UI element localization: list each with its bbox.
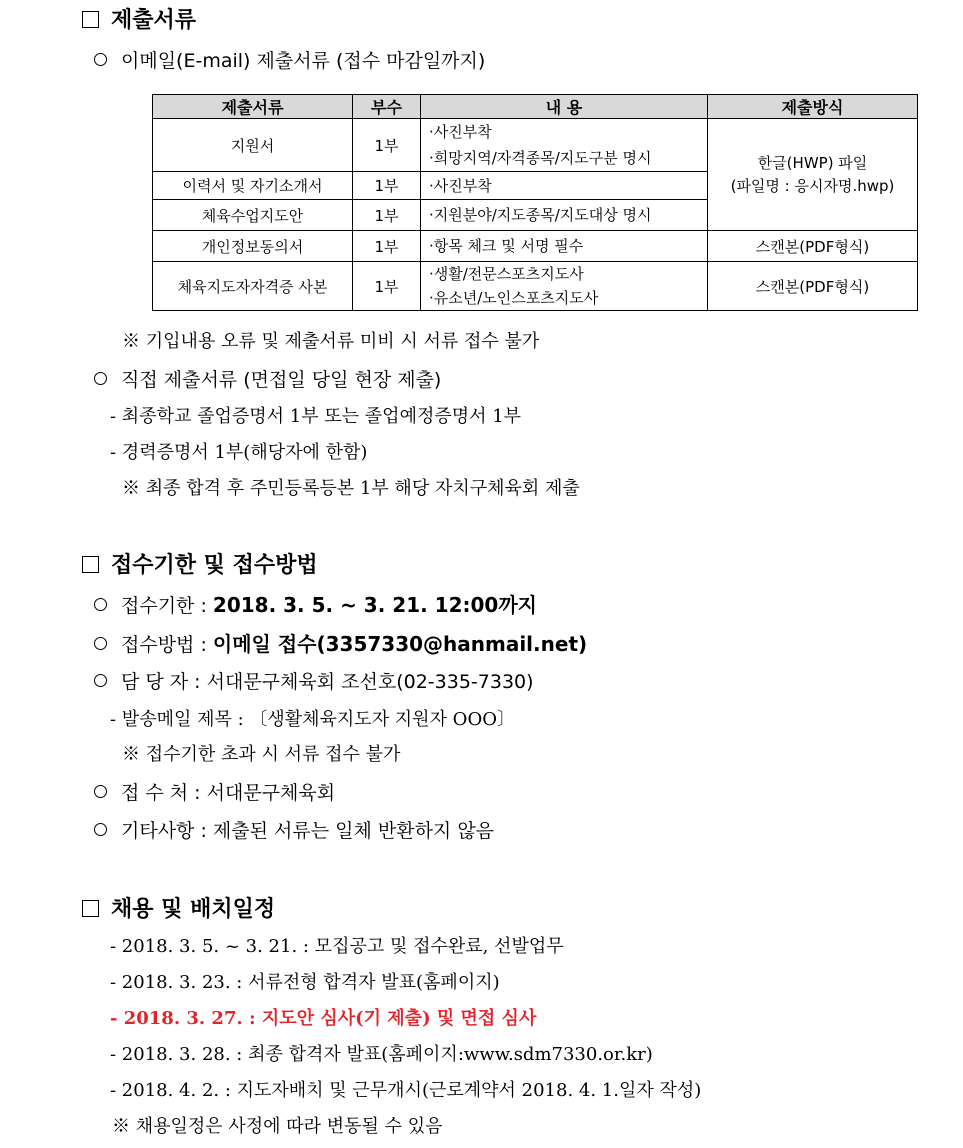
circle-bullet-icon	[94, 823, 107, 836]
checkbox-square-icon	[82, 11, 99, 28]
table-cell-content: ·항목 체크 및 서명 필수	[421, 231, 708, 262]
schedule-item-highlight: - 2018. 3. 27. : 지도안 심사(기 제출) 및 면접 심사	[110, 1008, 537, 1029]
mail-subject-line: - 발송메일 제목 : 〔생활체육지도자 지원자 OOO〕	[110, 709, 515, 730]
table-cell-content: ·지원분야/지도종목/지도대상 명시	[421, 200, 708, 231]
section-heading-schedule: 채용 및 배치일정	[82, 899, 275, 921]
schedule-item: - 2018. 3. 28. : 최종 합격자 발표(홈페이지:www.sdm7330.or.kr)	[110, 1044, 653, 1065]
table-header-method: 제출방식	[708, 95, 918, 119]
table-cell-doc: 체육수업지도안	[153, 200, 353, 231]
note-deadline-exceeded: ※ 접수기한 초과 시 서류 접수 불가	[122, 744, 401, 765]
documents-table	[152, 94, 918, 311]
direct-item: - 경력증명서 1부(해당자에 한함)	[110, 442, 368, 463]
schedule-item: - 2018. 4. 2. : 지도자배치 및 근무개시(근로계약서 2018. 4. 1.일자 작성)	[110, 1080, 702, 1101]
table-cell-method: 스캔본(PDF형식)	[708, 231, 918, 262]
table-cell-content: ·사진부착	[421, 172, 708, 200]
table-row	[153, 119, 918, 172]
table-header-content: 내 용	[421, 95, 708, 119]
circle-bullet-icon	[94, 785, 107, 798]
table-cell-method: 스캔본(PDF형식)	[708, 262, 918, 311]
section-heading-documents: 제출서류	[82, 10, 196, 32]
circle-bullet-icon	[94, 674, 107, 687]
table-row	[153, 231, 918, 262]
section-heading-application: 접수기한 및 접수방법	[82, 555, 318, 577]
table-cell-copies: 1부	[353, 172, 421, 200]
deadline-line: 접수기한 : 2018. 3. 5. ~ 3. 21. 12:00까지	[94, 595, 537, 616]
contact-line: 담 당 자 : 서대문구체육회 조선호(02-335-7330)	[94, 673, 534, 692]
table-cell-doc: 지원서	[153, 119, 353, 172]
circle-bullet-icon	[94, 372, 107, 385]
note-final-pass: ※ 최종 합격 후 주민등록등본 1부 해당 자치구체육회 제출	[122, 478, 580, 499]
circle-bullet-icon	[94, 637, 107, 650]
direct-docs-line: 직접 제출서류 (면접일 당일 현장 제출)	[94, 371, 441, 390]
checkbox-square-icon	[82, 900, 99, 917]
table-cell-doc: 체육지도자자격증 사본	[153, 262, 353, 311]
method-line: 접수방법 : 이메일 접수(3357330@hanmail.net)	[94, 634, 587, 655]
office-line: 접 수 처 : 서대문구체육회	[94, 784, 335, 803]
checkbox-square-icon	[82, 556, 99, 573]
table-cell-content: ·사진부착 ·희망지역/자격종목/지도구분 명시	[421, 119, 708, 172]
table-cell-copies: 1부	[353, 119, 421, 172]
table-cell-method-merged: 한글(HWP) 파일 (파일명 : 응시자명.hwp)	[708, 119, 918, 231]
table-cell-doc: 이력서 및 자기소개서	[153, 172, 353, 200]
table-cell-copies: 1부	[353, 231, 421, 262]
schedule-item: - 2018. 3. 23. : 서류전형 합격자 발표(홈페이지)	[110, 972, 500, 993]
table-row	[153, 262, 918, 311]
email-docs-line: 이메일(E-mail) 제출서류 (접수 마감일까지)	[94, 52, 485, 71]
circle-bullet-icon	[94, 53, 107, 66]
table-cell-content: ·생활/전문스포츠지도사 ·유소년/노인스포츠지도사	[421, 262, 708, 311]
table-header-copies: 부수	[353, 95, 421, 119]
schedule-item: - 2018. 3. 5. ~ 3. 21. : 모집공고 및 접수완료, 선발업무	[110, 936, 564, 957]
table-cell-doc: 개인정보동의서	[153, 231, 353, 262]
table-header-doc: 제출서류	[153, 95, 353, 119]
note-doc-error: ※ 기입내용 오류 및 제출서류 미비 시 서류 접수 불가	[122, 331, 540, 352]
note-schedule-change: ※ 채용일정은 사정에 따라 변동될 수 있음	[112, 1116, 443, 1137]
circle-bullet-icon	[94, 598, 107, 611]
direct-item: - 최종학교 졸업증명서 1부 또는 졸업예정증명서 1부	[110, 406, 522, 427]
table-cell-copies: 1부	[353, 262, 421, 311]
table-cell-copies: 1부	[353, 200, 421, 231]
etc-line: 기타사항 : 제출된 서류는 일체 반환하지 않음	[94, 822, 494, 841]
